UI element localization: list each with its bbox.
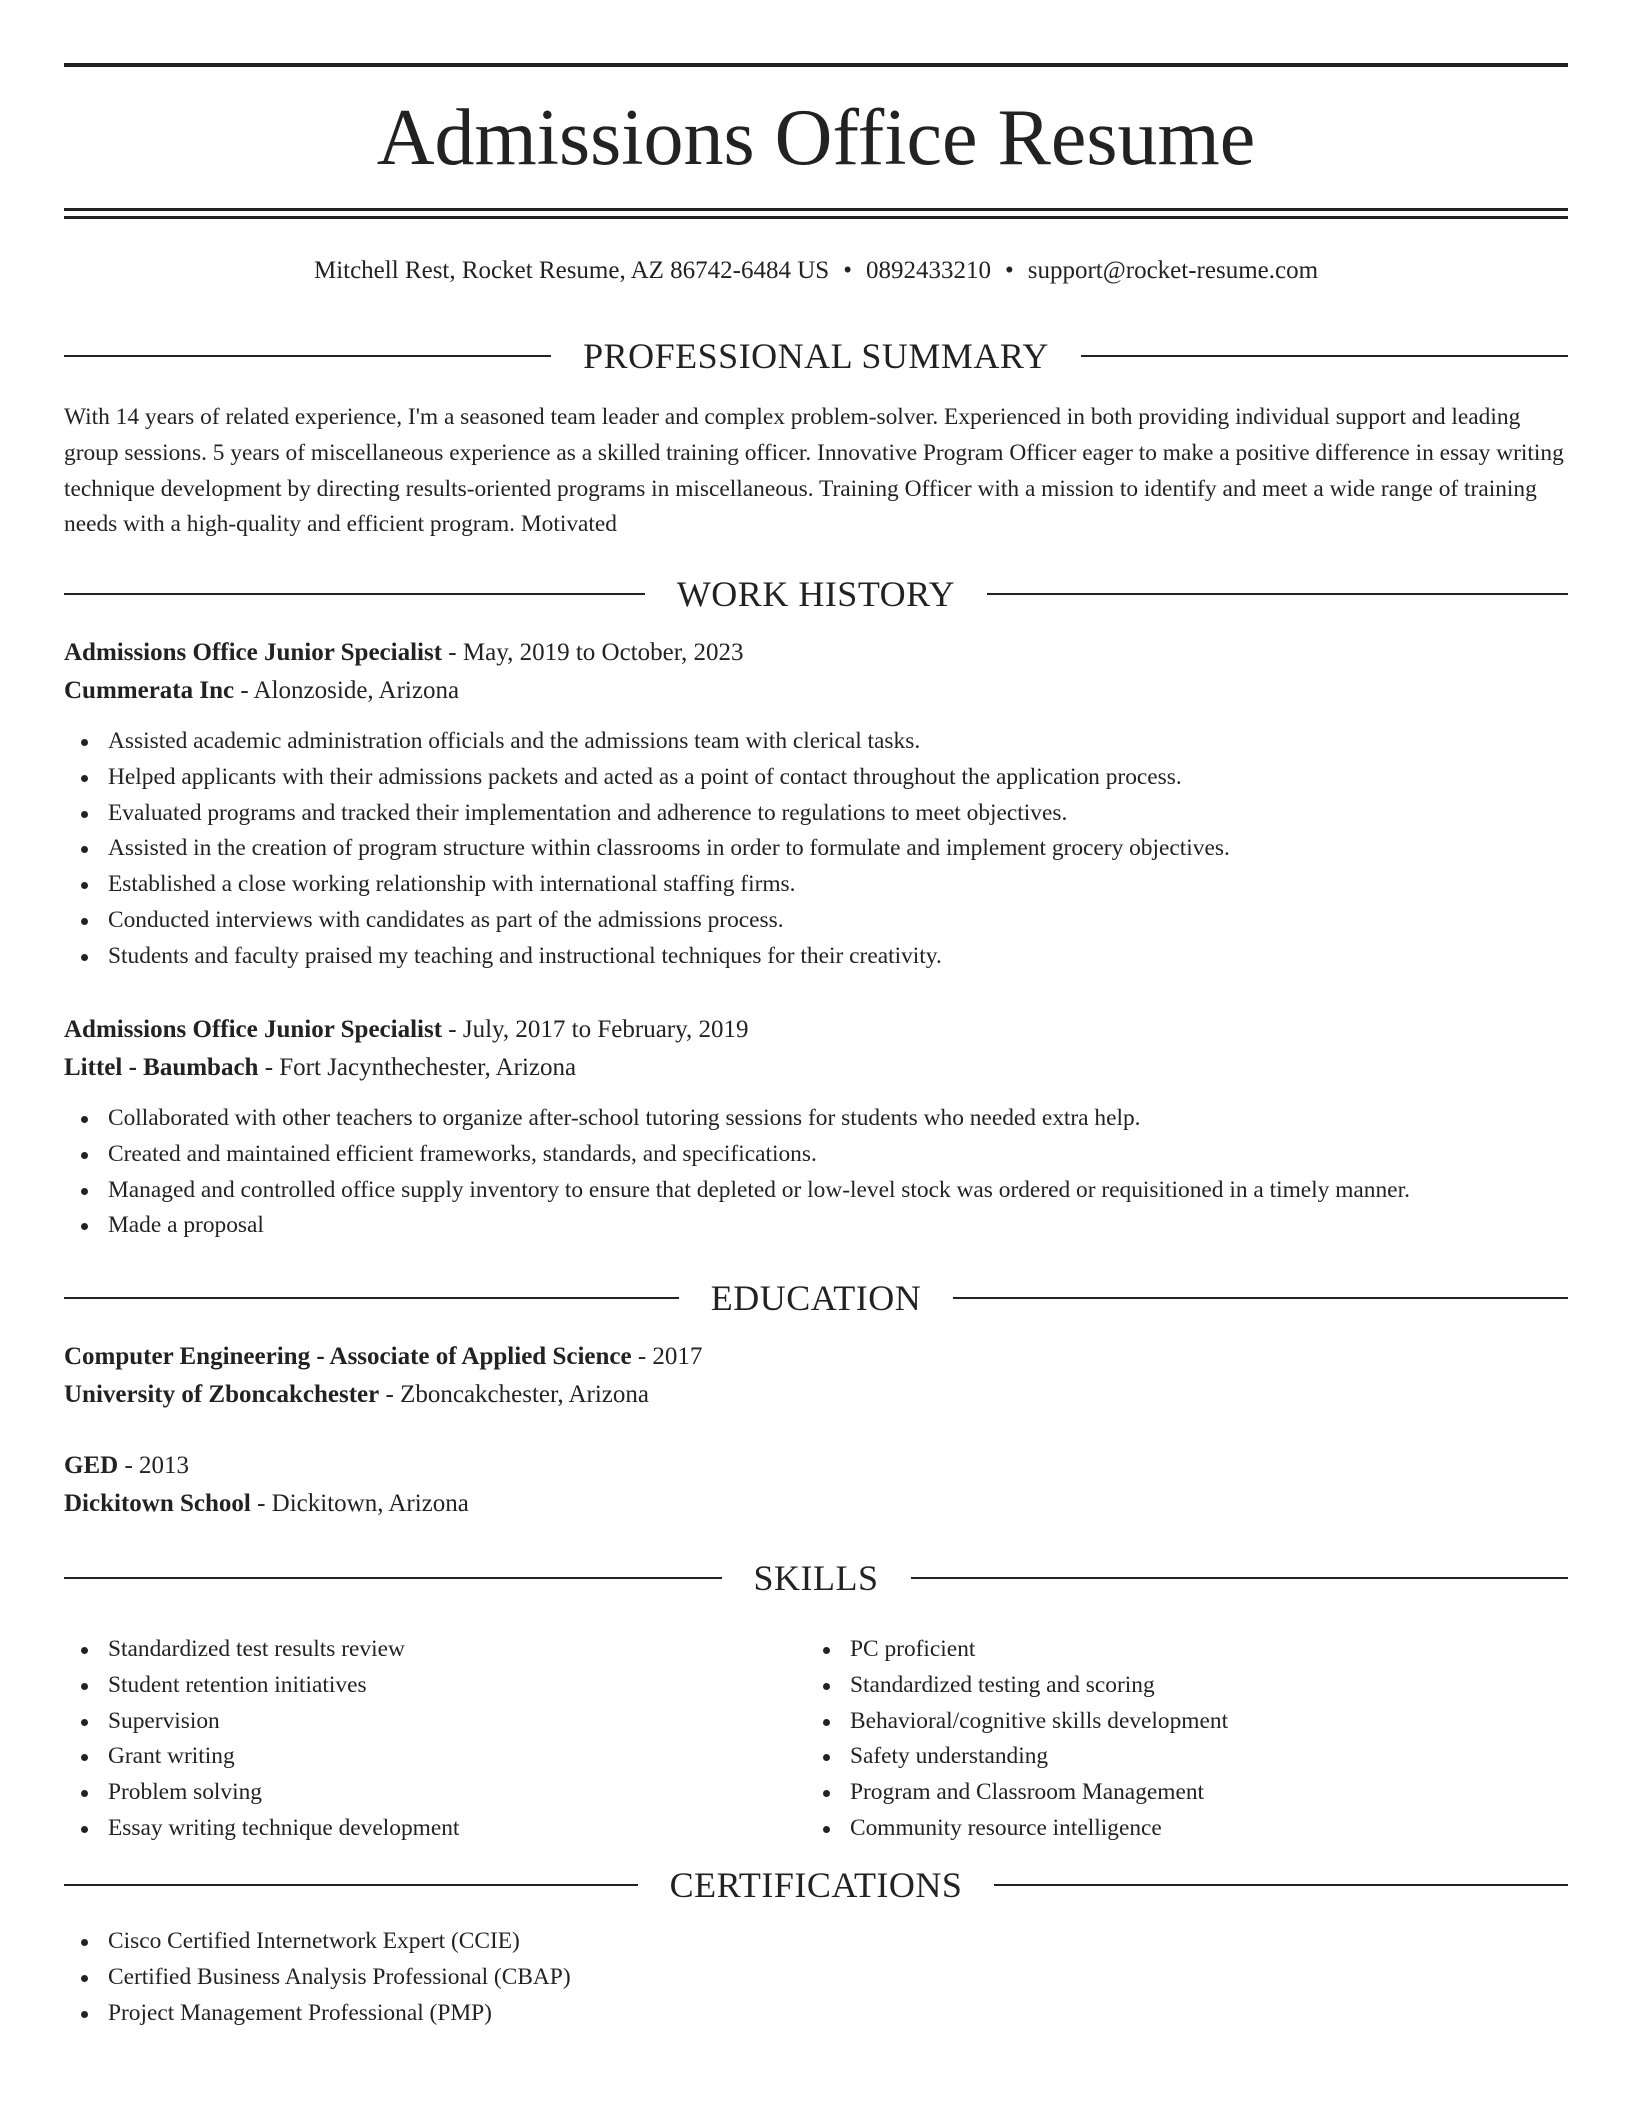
job-title: Admissions Office Junior Specialist [64,639,443,666]
education-degree-row [64,1447,1568,1485]
skill-item: Behavioral/cognitive skills development [806,1704,1548,1740]
heading-rule-right [994,1884,1568,1886]
contact-phone: 0892433210 [865,257,991,284]
job-company: Cummerata Inc [64,677,235,704]
section-heading-label: SKILLS [753,1558,879,1598]
education-school: Dickitown School [64,1490,251,1517]
heading-rule-right [987,593,1568,595]
contact-email: support@rocket-resume.com [1027,257,1319,284]
skills-column-right [806,1632,1548,1847]
section-heading-label: CERTIFICATIONS [669,1865,963,1905]
contact-line [64,254,1568,288]
section-heading-label: PROFESSIONAL SUMMARY [583,336,1049,376]
job-duty: Collaborated with other teachers to organize after-school tutoring sessions for students who needed extra help. [64,1101,1568,1137]
job-company: Littel - Baumbach [64,1054,259,1081]
section-heading-work-history [64,574,1568,614]
education-school-row [64,1376,1568,1414]
job-duty: Conducted interviews with candidates as part of the admissions process. [64,903,1568,939]
job-duty: Made a proposal [64,1208,1568,1244]
skill-item: PC proficient [806,1632,1548,1668]
education-location: - Dickitown, Arizona [257,1490,469,1517]
skill-item: Program and Classroom Management [806,1775,1548,1811]
job-entry [64,634,1568,975]
heading-rule-left [64,1577,722,1579]
education-entry [64,1447,1568,1523]
heading-rule-left [64,593,645,595]
skill-item: Student retention initiatives [64,1668,806,1704]
resume-title: Admissions Office Resume [376,94,1256,182]
heading-rule-left [64,1884,638,1886]
education-year: - 2017 [637,1343,703,1370]
contact-separator: • [1004,257,1014,284]
contact-address: Mitchell Rest, Rocket Resume, AZ 86742-6484 US [313,257,830,284]
job-duty: Managed and controlled office supply inventory to ensure that depleted or low-level stock was ordered or requisitioned in a timely manner. [64,1173,1568,1209]
heading-rule-left [64,1297,679,1299]
job-location: - Alonzoside, Arizona [240,677,460,704]
education-degree: Computer Engineering - Associate of Applied Science [64,1343,632,1370]
summary-text: With 14 years of related experience, I'm a seasoned team leader and complex problem-solver. Experienced in both providing individual support and leading group sessions. 5 years of miscellaneous experience as a skilled training officer. Innovative Program Officer eager to make a positive difference in essay writing technique development by directing results-oriented programs in miscellaneous. Training Officer with a mission to identify and meet a wide range of training needs with a high-quality and efficient program. Motivated [64,404,1564,538]
title-rule-upper [64,208,1568,211]
skill-item: Essay writing technique development [64,1811,806,1847]
section-heading-label: EDUCATION [710,1278,922,1318]
top-rule [64,63,1568,67]
job-duty: Established a close working relationship with international staffing firms. [64,867,1568,903]
heading-rule-left [64,355,551,357]
section-heading-label: WORK HISTORY [676,574,956,614]
skill-item: Standardized testing and scoring [806,1668,1548,1704]
certifications-list [64,1924,1568,2031]
job-location: - Fort Jacynthechester, Arizona [264,1054,577,1081]
skill-item: Standardized test results review [64,1632,806,1668]
contact-separator: • [843,257,852,284]
job-duty: Assisted in the creation of program structure within classrooms in order to formulate and implement grocery objectives. [64,831,1568,867]
certification-item: Certified Business Analysis Professional (CBAP) [64,1960,1568,1996]
skill-item: Safety understanding [806,1739,1548,1775]
section-heading-certifications [64,1865,1568,1905]
heading-rule-right [1081,355,1568,357]
job-dates: - July, 2017 to February, 2019 [448,1016,749,1043]
job-duty: Helped applicants with their admissions packets and acted as a point of contact throughout the application process. [64,760,1568,796]
job-duty: Students and faculty praised my teaching and instructional techniques for their creativity. [64,939,1568,975]
job-duties-list [64,724,1568,975]
job-title: Admissions Office Junior Specialist [64,1016,443,1043]
skills-column-left [64,1632,806,1847]
heading-rule-right [953,1297,1568,1299]
education-degree-row [64,1338,1568,1376]
job-title-row [64,1011,1568,1049]
education-degree: GED [64,1452,119,1479]
education-location: - Zboncakchester, Arizona [385,1381,649,1408]
job-dates: - May, 2019 to October, 2023 [448,639,744,666]
job-title-row [64,634,1568,672]
job-duty: Evaluated programs and tracked their implementation and adherence to regulations to meet objectives. [64,796,1568,832]
education-school: University of Zboncakchester [64,1381,380,1408]
section-heading-summary [64,336,1568,376]
job-duty: Assisted academic administration officials and the admissions team with clerical tasks. [64,724,1568,760]
heading-rule-right [911,1577,1569,1579]
education-year: - 2013 [124,1452,190,1479]
job-entry [64,1011,1568,1244]
job-duty: Created and maintained efficient frameworks, standards, and specifications. [64,1137,1568,1173]
section-heading-education [64,1278,1568,1318]
education-school-row [64,1485,1568,1523]
skill-item: Community resource intelligence [806,1811,1548,1847]
job-company-row [64,1049,1568,1087]
job-company-row [64,672,1568,710]
skill-item: Grant writing [64,1739,806,1775]
section-heading-skills [64,1558,1568,1598]
title-rule-lower [64,216,1568,219]
skill-item: Supervision [64,1704,806,1740]
certification-item: Cisco Certified Internetwork Expert (CCIE) [64,1924,1568,1960]
certification-item: Project Management Professional (PMP) [64,1996,1568,2032]
education-entry [64,1338,1568,1414]
skill-item: Problem solving [64,1775,806,1811]
job-duties-list [64,1101,1568,1244]
skills-grid [64,1632,1568,1847]
